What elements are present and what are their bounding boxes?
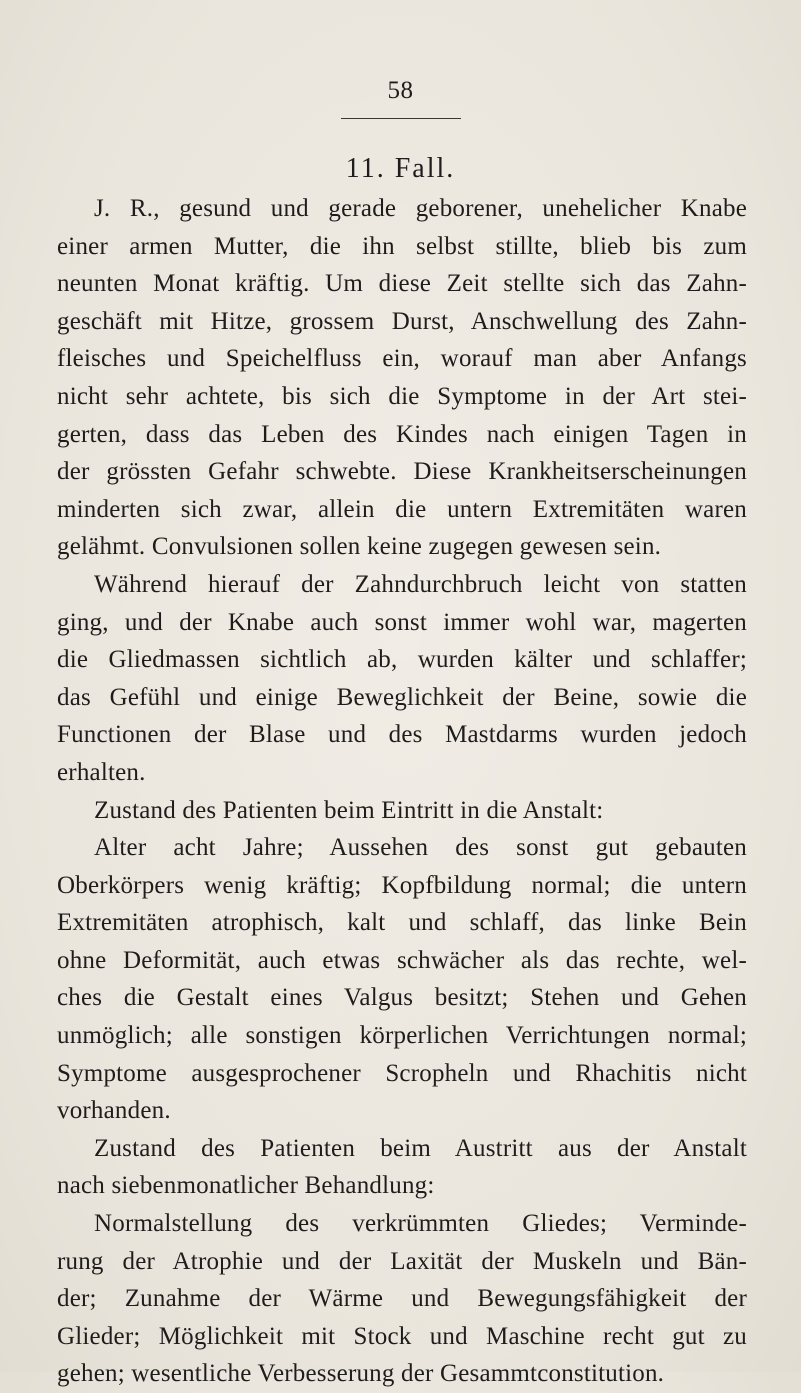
text-line: gelähmt. Convulsionen sollen keine zugegen gewesen sein.	[57, 533, 662, 561]
text-line: minderten sich zwar, allein die untern Extremitäten waren	[57, 495, 747, 523]
text-line: neunten Monat kräftig. Um diese Zeit stellte sich das Zahn-	[57, 270, 747, 298]
text-line: die Gliedmassen sichtlich ab, wurden kälter und schlaffer;	[57, 646, 747, 674]
text-line: rung der Atrophie und der Laxität der Muskeln und Bän-	[57, 1247, 747, 1275]
text-line: unmöglich; alle sonstigen körperlichen Verrichtungen normal;	[57, 1022, 747, 1050]
text-line: der grössten Gefahr schwebte. Diese Krankheitserscheinungen	[57, 458, 747, 486]
case-title: 11. Fall.	[345, 153, 456, 184]
text-line: gerten, dass das Leben des Kindes nach einigen Tagen in	[57, 420, 747, 448]
text-line: Oberkörpers wenig kräftig; Kopfbildung normal; die untern	[57, 871, 747, 899]
text-line: nicht sehr achtete, bis sich die Symptome in der Art stei-	[57, 382, 747, 410]
text-line: ches die Gestalt eines Valgus besitzt; Stehen und Gehen	[57, 984, 747, 1012]
body-text	[57, 190, 747, 1393]
text-line: ging, und der Knabe auch sonst immer wohl war, magerten	[57, 608, 747, 636]
text-line: Extremitäten atrophisch, kalt und schlaff, das linke Bein	[57, 909, 747, 937]
text-line: vorhanden.	[57, 1097, 171, 1125]
text-line: Normalstellung des verkrümmten Gliedes; Verminde-	[94, 1210, 747, 1238]
text-line: einer armen Mutter, die ihn selbst stillte, blieb bis zum	[57, 232, 747, 260]
text-line: Glieder; Möglichkeit mit Stock und Maschine recht gut zu	[57, 1322, 747, 1350]
text-line: Zustand des Patienten beim Austritt aus der Anstalt	[94, 1134, 747, 1162]
text-line: Functionen der Blase und des Mastdarms wurden jedoch	[57, 721, 747, 749]
header-rule	[341, 118, 461, 119]
page-number: 58	[387, 77, 414, 104]
text-line: J. R., gesund und gerade geborener, unehelicher Knabe	[94, 195, 747, 222]
text-line: Symptome ausgesprochener Scropheln und Rhachitis nicht	[57, 1059, 747, 1087]
text-line: nach siebenmonatlicher Behandlung:	[57, 1172, 435, 1200]
text-line: das Gefühl und einige Beweglichkeit der Beine, sowie die	[57, 683, 747, 711]
text-line: der; Zunahme der Wärme und Bewegungsfähigkeit der	[57, 1285, 747, 1313]
text-line: Während hierauf der Zahndurchbruch leicht von statten	[94, 570, 747, 598]
text-line: fleisches und Speichelfluss ein, worauf man aber Anfangs	[57, 345, 747, 373]
text-line: erhalten.	[57, 758, 146, 786]
text-line: geschäft mit Hitze, grossem Durst, Anschwellung des Zahn-	[57, 307, 747, 335]
text-line: gehen; wesentliche Verbesserung der Gesammtconstitution.	[57, 1360, 665, 1388]
text-line: Alter acht Jahre; Aussehen des sonst gut gebauten	[94, 834, 747, 862]
text-line: Zustand des Patienten beim Eintritt in die Anstalt:	[94, 796, 604, 824]
text-line: ohne Deformität, auch etwas schwächer als das rechte, wel-	[57, 946, 747, 974]
